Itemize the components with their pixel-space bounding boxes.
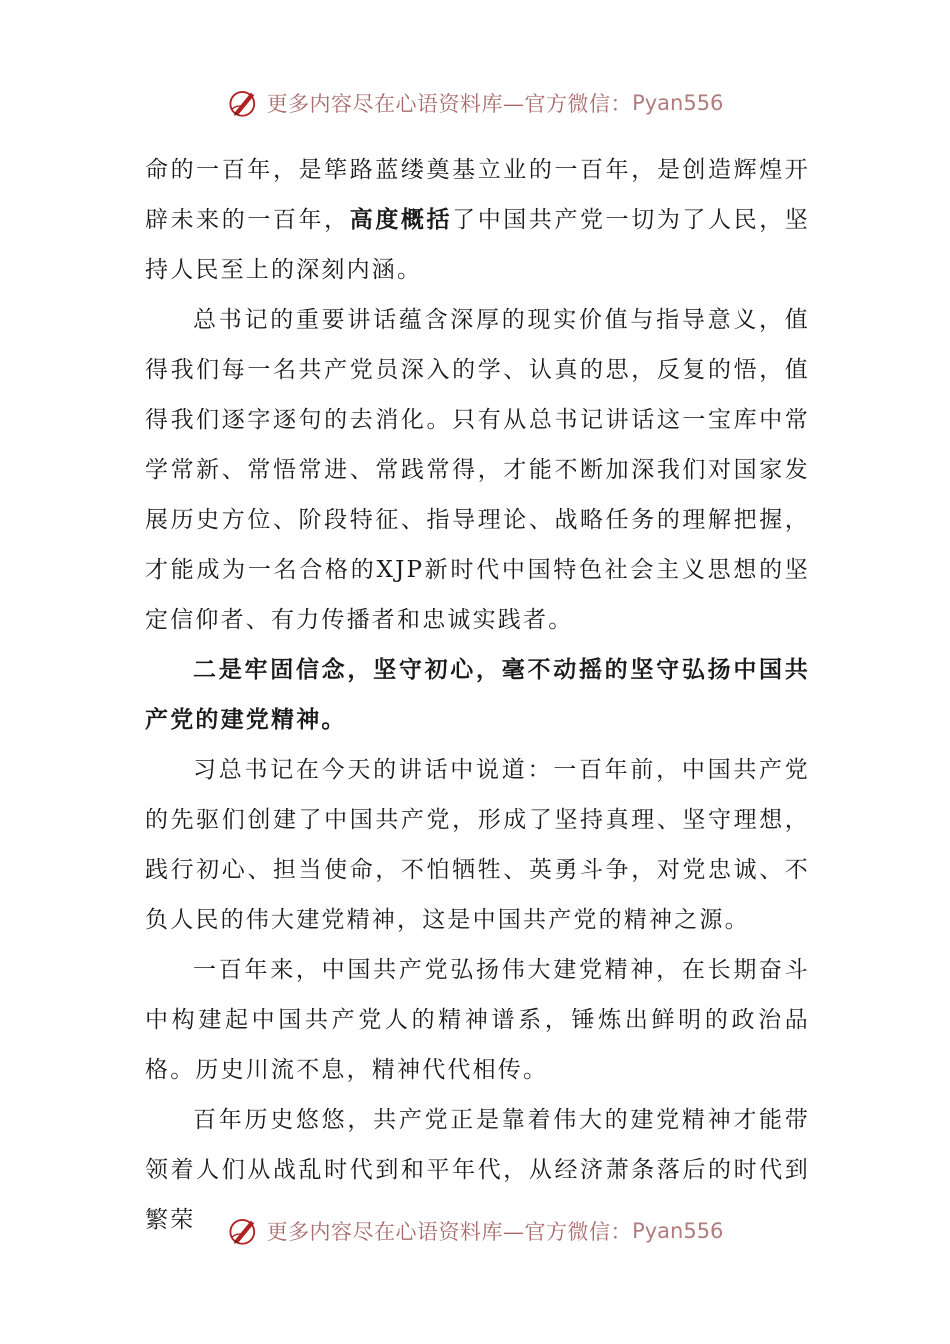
footer-watermark: [0, 1206, 950, 1256]
banner-text: 更多内容尽在心语资料库—官方微信：: [266, 1220, 633, 1244]
header-watermark: [0, 78, 950, 128]
paragraph: 总书记的重要讲话蕴含深厚的现实价值与指导意义，值得我们每一名共产党员深入的学、认真的思，反复的悟，值得我们逐字逐句的去消化。只有从总书记讲话这一宝库中常学常新、常悟常进、常践常得，才能不断加深我们对国家发展历史方位、阶段特征、指导理论、战略任务的理解把握，才能成为一名合格的XJP新时代中国特色社会主义思想的坚定信仰者、有力传播者和忠诚实践者。: [145, 307, 810, 633]
bold-phrase: 高度概括: [349, 206, 453, 233]
pen-logo-icon: [227, 86, 261, 120]
paragraph: 百年历史悠悠，共产党正是靠着伟大的建党精神才能带领着人们从战乱时代到和平年代，从经济萧条落后的时代到繁荣: [145, 1107, 810, 1233]
paragraph-text: 命的一百年，是筚路蓝缕奠基立业的一百年，是创造辉煌开辟未来的一百年，: [145, 157, 810, 233]
paragraph: [145, 145, 810, 295]
section-heading: 二是牢固信念，坚守初心，毫不动摇的坚守弘扬中国共产党的建党精神。: [145, 656, 810, 733]
banner-text: 更多内容尽在心语资料库—官方微信：: [266, 92, 633, 116]
wechat-id: Pyan556: [632, 1219, 724, 1243]
wechat-id: Pyan556: [632, 91, 724, 115]
document-body: [145, 145, 810, 1245]
pen-logo-icon: [227, 1214, 261, 1248]
paragraph: 习总书记在今天的讲话中说道：一百年前，中国共产党的先驱们创建了中国共产党，形成了坚持真理、坚守理想，践行初心、担当使命，不怕牺牲、英勇斗争，对党忠诚、不负人民的伟大建党精神，这是中国共产党的精神之源。: [145, 757, 810, 933]
paragraph-text: 了中国共产党一切为了人民，坚持人民至上的深刻内涵。: [145, 207, 810, 283]
paragraph: 一百年来，中国共产党弘扬伟大建党精神，在长期奋斗中构建起中国共产党人的精神谱系，锤炼出鲜明的政治品格。历史川流不息，精神代代相传。: [145, 957, 810, 1083]
